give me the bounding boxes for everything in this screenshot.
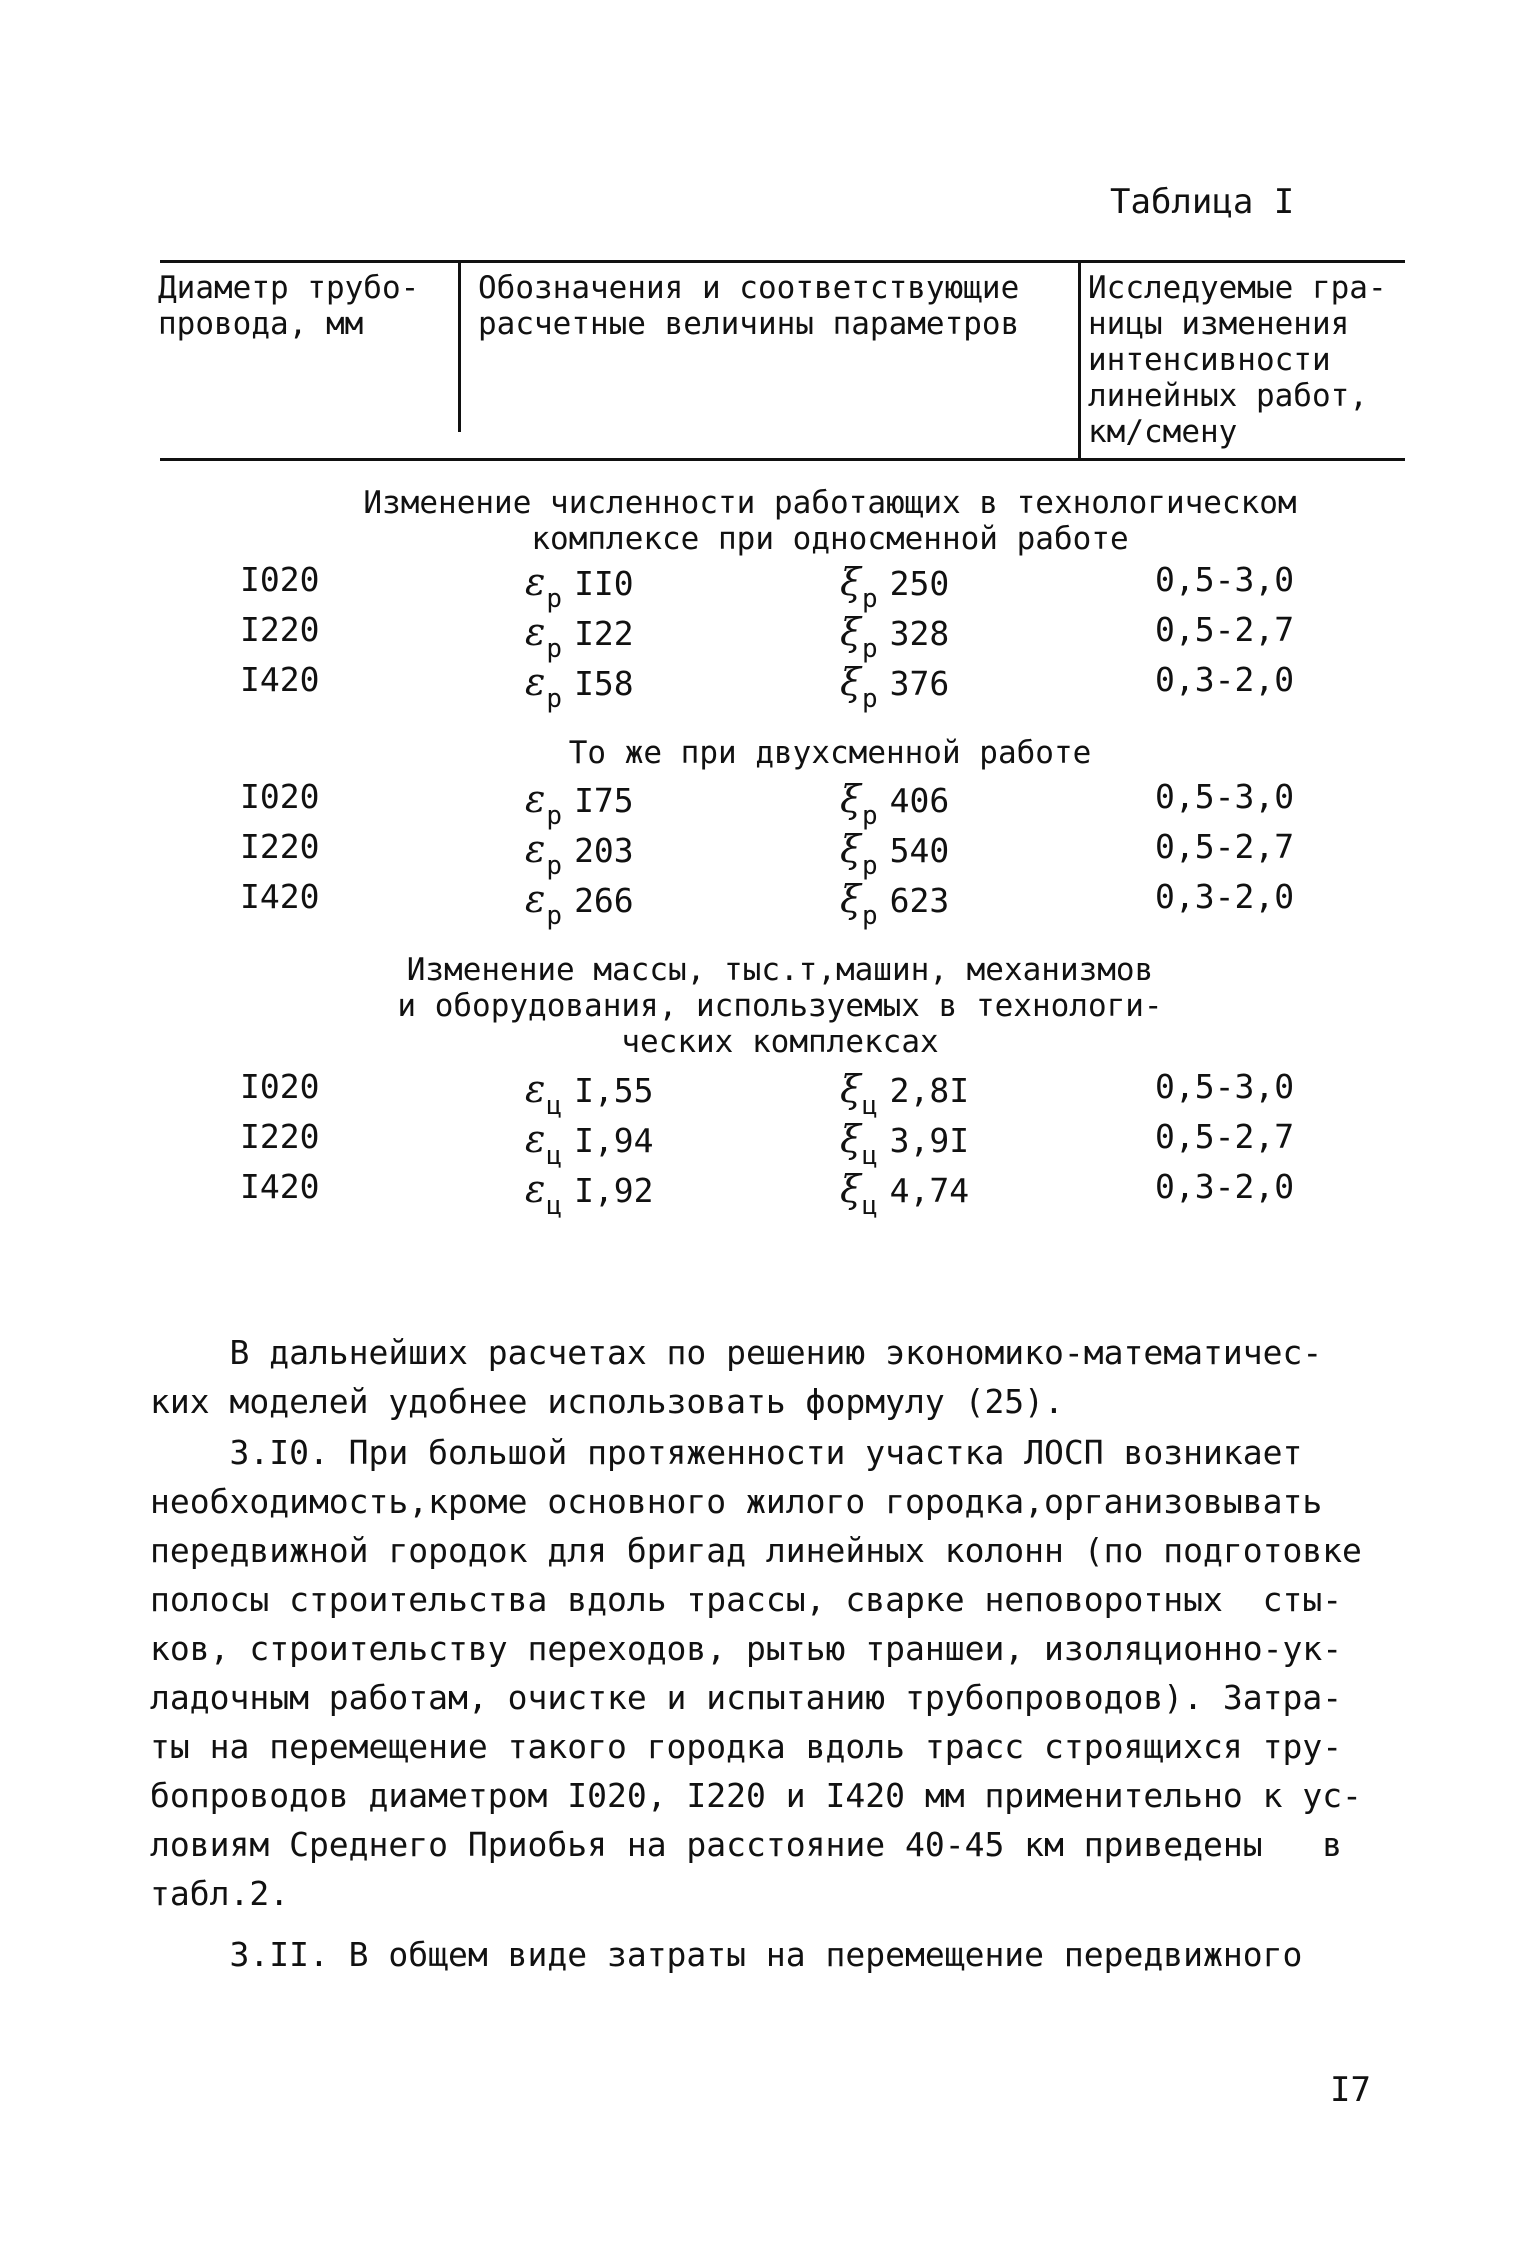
text-line: табл.2.	[150, 1874, 290, 1913]
epsilon-symbol: ε	[525, 1067, 546, 1111]
epsilon-subscript: ц	[546, 1091, 563, 1121]
xi-symbol: ξ	[840, 777, 861, 821]
text-line: бопроводов диаметром I020, I220 и I420 мм применительно к ус-	[150, 1776, 1362, 1815]
epsilon-value: I,94	[574, 1121, 654, 1160]
xi-value: 3,9I	[889, 1121, 970, 1160]
xi-symbol: ξ	[840, 1167, 861, 1211]
paragraph	[150, 1328, 1395, 1426]
epsilon-symbol: ε	[525, 877, 546, 921]
xi-subscript: р	[861, 801, 878, 831]
table-row	[0, 777, 1535, 831]
cell-diameter: I220	[240, 1117, 320, 1156]
table-row	[0, 560, 1535, 614]
table-row	[0, 877, 1535, 931]
cell-range: 0,5-2,7	[1155, 827, 1295, 866]
xi-symbol: ξ	[840, 1117, 861, 1161]
xi-symbol: ξ	[840, 660, 861, 704]
epsilon-value: II0	[574, 564, 634, 603]
xi-symbol: ξ	[840, 1067, 861, 1111]
cell-xi	[840, 660, 950, 714]
epsilon-symbol: ε	[525, 660, 546, 704]
cell-range: 0,5-3,0	[1155, 777, 1295, 816]
table-row	[0, 1067, 1535, 1121]
table-top-rule	[160, 260, 1405, 263]
cell-epsilon	[525, 877, 634, 931]
xi-subscript: ц	[861, 1091, 878, 1121]
epsilon-value: I22	[574, 614, 634, 653]
text-line: ких моделей удобнее использовать формулу (25).	[150, 1382, 1064, 1421]
section-title: Изменение массы, тыс.т,машин, механизмов и оборудования, используемых в технологи- ческих комплексах	[397, 952, 1163, 1060]
xi-value: 2,8I	[889, 1071, 970, 1110]
cell-diameter: I420	[240, 1167, 320, 1206]
cell-epsilon	[525, 560, 634, 614]
table-header-bottom-rule	[160, 458, 1405, 461]
cell-diameter: I220	[240, 827, 320, 866]
xi-symbol: ξ	[840, 877, 861, 921]
text-line: ловиям Среднего Приобья на расстояние 40-45 км приведены в	[150, 1825, 1343, 1864]
epsilon-symbol: ε	[525, 827, 546, 871]
epsilon-value: 203	[574, 831, 634, 870]
text-line: ладочным работам, очистке и испытанию трубопроводов). Затра-	[150, 1678, 1343, 1717]
xi-value: 406	[889, 781, 950, 820]
paragraph	[150, 1428, 1395, 1918]
header-divider-2	[1078, 262, 1081, 458]
table-row	[0, 827, 1535, 881]
table-row	[0, 1117, 1535, 1171]
cell-xi	[840, 877, 950, 931]
cell-xi	[840, 827, 950, 881]
cell-epsilon	[525, 660, 634, 714]
section-title: Изменение численности работающих в технологическом комплексе при односменной работе	[363, 485, 1297, 557]
cell-range: 0,5-3,0	[1155, 560, 1295, 599]
text-line: 3.I0. При большой протяженности участка ЛОСП возникает	[150, 1433, 1303, 1472]
table-row	[0, 1167, 1535, 1221]
header-divider-1	[458, 262, 461, 432]
epsilon-subscript: р	[546, 901, 563, 931]
epsilon-symbol: ε	[525, 610, 546, 654]
header-parameters: Обозначения и соответствующие расчетные величины параметров	[478, 270, 1020, 342]
cell-xi	[840, 1067, 970, 1121]
epsilon-subscript: р	[546, 801, 563, 831]
text-line: ков, строительству переходов, рытью траншеи, изоляционно-ук-	[150, 1629, 1343, 1668]
xi-symbol: ξ	[840, 560, 861, 604]
cell-epsilon	[525, 777, 634, 831]
cell-range: 0,3-2,0	[1155, 877, 1295, 916]
epsilon-symbol: ε	[525, 1117, 546, 1161]
xi-subscript: р	[861, 584, 878, 614]
header-diameter: Диаметр трубо- провода, мм	[158, 270, 420, 342]
epsilon-subscript: р	[546, 851, 563, 881]
cell-range: 0,5-2,7	[1155, 1117, 1295, 1156]
cell-xi	[840, 560, 950, 614]
epsilon-subscript: ц	[546, 1191, 563, 1221]
cell-range: 0,5-2,7	[1155, 610, 1295, 649]
cell-epsilon	[525, 610, 634, 664]
epsilon-symbol: ε	[525, 777, 546, 821]
epsilon-subscript: р	[546, 684, 563, 714]
cell-xi	[840, 1167, 970, 1221]
cell-xi	[840, 1117, 970, 1171]
table-caption: Таблица I	[1110, 182, 1295, 222]
header-range: Исследуемые гра- ницы изменения интенсивности линейных работ, км/смену	[1088, 270, 1387, 450]
cell-diameter: I420	[240, 877, 320, 916]
table-row	[0, 610, 1535, 664]
epsilon-symbol: ε	[525, 1167, 546, 1211]
epsilon-symbol: ε	[525, 560, 546, 604]
cell-range: 0,5-3,0	[1155, 1067, 1295, 1106]
epsilon-value: 266	[574, 881, 634, 920]
cell-diameter: I020	[240, 1067, 320, 1106]
epsilon-subscript: р	[546, 634, 563, 664]
table-row	[0, 660, 1535, 714]
epsilon-value: I58	[574, 664, 634, 703]
cell-epsilon	[525, 827, 634, 881]
epsilon-subscript: р	[546, 584, 563, 614]
cell-diameter: I020	[240, 777, 320, 816]
xi-value: 4,74	[889, 1171, 970, 1210]
xi-symbol: ξ	[840, 827, 861, 871]
text-line: 3.II. В общем виде затраты на перемещение передвижного	[150, 1935, 1303, 1974]
epsilon-value: I,55	[574, 1071, 654, 1110]
xi-value: 376	[889, 664, 950, 703]
text-line: В дальнейших расчетах по решению экономико-математичес-	[150, 1333, 1323, 1372]
text-line: передвижной городок для бригад линейных колонн (по подготовке	[150, 1531, 1362, 1570]
xi-subscript: р	[861, 901, 878, 931]
xi-subscript: р	[861, 851, 878, 881]
cell-diameter: I020	[240, 560, 320, 599]
xi-subscript: р	[861, 684, 878, 714]
xi-subscript: ц	[861, 1141, 878, 1171]
xi-value: 250	[889, 564, 950, 603]
cell-xi	[840, 610, 950, 664]
text-line: полосы строительства вдоль трассы, сварке неповоротных сты-	[150, 1580, 1343, 1619]
cell-range: 0,3-2,0	[1155, 660, 1295, 699]
epsilon-value: I,92	[574, 1171, 654, 1210]
epsilon-subscript: ц	[546, 1141, 563, 1171]
paragraph	[150, 1930, 1395, 1979]
xi-value: 540	[889, 831, 950, 870]
cell-epsilon	[525, 1117, 654, 1171]
cell-xi	[840, 777, 950, 831]
cell-epsilon	[525, 1167, 654, 1221]
cell-diameter: I220	[240, 610, 320, 649]
page-number: I7	[1330, 2070, 1371, 2110]
epsilon-value: I75	[574, 781, 634, 820]
xi-symbol: ξ	[840, 610, 861, 654]
cell-range: 0,3-2,0	[1155, 1167, 1295, 1206]
xi-subscript: ц	[861, 1191, 878, 1221]
cell-epsilon	[525, 1067, 654, 1121]
xi-value: 623	[889, 881, 950, 920]
text-line: необходимость,кроме основного жилого городка,организовывать	[150, 1482, 1323, 1521]
xi-value: 328	[889, 614, 950, 653]
section-title: То же при двухсменной работе	[568, 735, 1092, 771]
xi-subscript: р	[861, 634, 878, 664]
cell-diameter: I420	[240, 660, 320, 699]
text-line: ты на перемещение такого городка вдоль трасс строящихся тру-	[150, 1727, 1343, 1766]
